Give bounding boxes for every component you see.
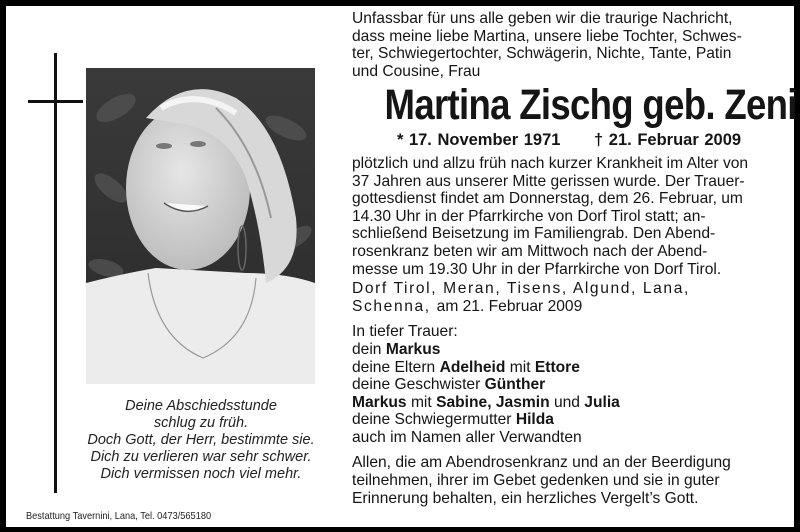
notice-text-column — [352, 10, 797, 507]
birth-date: * 17. November 1971 — [396, 131, 561, 150]
intro-line: Unfassbar für uns alle geben wir die traurige Nachricht, — [352, 10, 733, 27]
mourner-connector: und — [549, 393, 585, 411]
notice-date: am 21. Februar 2009 — [436, 297, 583, 315]
intro-line: und Cousine, Frau — [352, 62, 481, 80]
mourner-connector: mit — [406, 393, 437, 411]
mourners-closing: auch im Namen aller Verwandten — [352, 428, 582, 446]
life-dates — [352, 132, 786, 150]
places-line-2 — [352, 298, 786, 316]
mourner-line — [352, 376, 786, 394]
obituary-notice — [6, 6, 797, 527]
mourner-name: Sabine, Jasmin — [436, 393, 550, 411]
places-and-date — [352, 280, 786, 315]
body-line: rosenkranz beten wir am Mittwoch nach der Abend- — [352, 242, 708, 260]
memorial-verse — [84, 398, 318, 483]
portrait-image — [86, 68, 315, 384]
mourner-connector: mit — [505, 358, 535, 376]
mourner-line — [352, 394, 786, 412]
cross-icon — [54, 53, 57, 493]
mourner-name: Julia — [584, 393, 620, 411]
verse-line: Dich zu verlieren war sehr schwer. — [90, 449, 312, 465]
mourner-line — [352, 411, 786, 429]
mourner-relation: deine Geschwister — [352, 376, 485, 394]
mourner-name: Günther — [484, 376, 546, 394]
verse-line: schlug zu früh. — [153, 415, 249, 431]
funeral-home-credit: Bestattung Tavernini, Lana, Tel. 0473/565180 — [26, 510, 212, 522]
places-town: Schenna, — [352, 297, 431, 315]
mourner-relation: deine Schwiegermutter — [352, 411, 516, 429]
mourner-line — [352, 341, 786, 359]
intro-line: dass meine liebe Martina, unsere liebe Tochter, Schwes- — [352, 27, 742, 45]
places-line: Dorf Tirol, Meran, Tisens, Algund, Lana, — [352, 280, 690, 298]
thanks-line: Erinnerung behalten, ein herzliches Vergelt’s Gott. — [352, 489, 699, 507]
deceased-name: Martina Zischg geb. Zeni — [384, 81, 797, 130]
mourners-heading: In tiefer Trauer: — [352, 323, 458, 341]
mourner-relation: deine Eltern — [352, 358, 440, 376]
verse-line: Dich vermissen noch viel mehr. — [100, 466, 302, 482]
announcement-intro — [352, 10, 786, 80]
intro-line: ter, Schwiegertochter, Schwägerin, Nichte, Tante, Patin — [352, 45, 732, 63]
body-line: schließend Beisetzung im Familiengrab. Den Abend- — [352, 225, 716, 243]
death-date: † 21. Februar 2009 — [594, 131, 742, 150]
verse-line: Doch Gott, der Herr, bestimmte sie. — [87, 432, 315, 448]
body-line: gottesdienst findet am Donnerstag, dem 26. Februar, um — [352, 190, 743, 208]
verse-line: Deine Abschiedsstunde — [125, 398, 277, 414]
portrait-photo — [86, 68, 315, 384]
body-line: plötzlich und allzu früh nach kurzer Krankheit im Alter von — [352, 154, 749, 172]
thanks-line: Allen, die am Abendrosenkranz und an der Beerdigung — [352, 454, 731, 472]
body-line: 14.30 Uhr in der Pfarrkirche von Dorf Tirol statt; an- — [352, 207, 706, 225]
mourner-name: Adelheid — [439, 358, 506, 376]
mourner-name: Ettore — [534, 358, 580, 376]
body-line: 37 Jahren aus unserer Mitte gerissen wurde. Der Trauer- — [352, 172, 745, 190]
mourner-relation: dein — [352, 340, 386, 358]
mourner-line — [352, 359, 786, 377]
thanks-line: teilnehmen, ihrer im Gebet gedenken und sie in guter — [352, 472, 720, 490]
thanks-message — [352, 454, 786, 507]
body-line: messe um 19.30 Uhr in der Pfarrkirche von Dorf Tirol. — [352, 260, 722, 278]
cross-icon-bar — [28, 100, 83, 103]
mourner-name: Markus — [385, 340, 441, 358]
mourners-list — [352, 323, 786, 446]
mourner-name: Hilda — [515, 411, 554, 429]
mourner-name: Markus — [352, 393, 407, 411]
funeral-details — [352, 155, 786, 278]
